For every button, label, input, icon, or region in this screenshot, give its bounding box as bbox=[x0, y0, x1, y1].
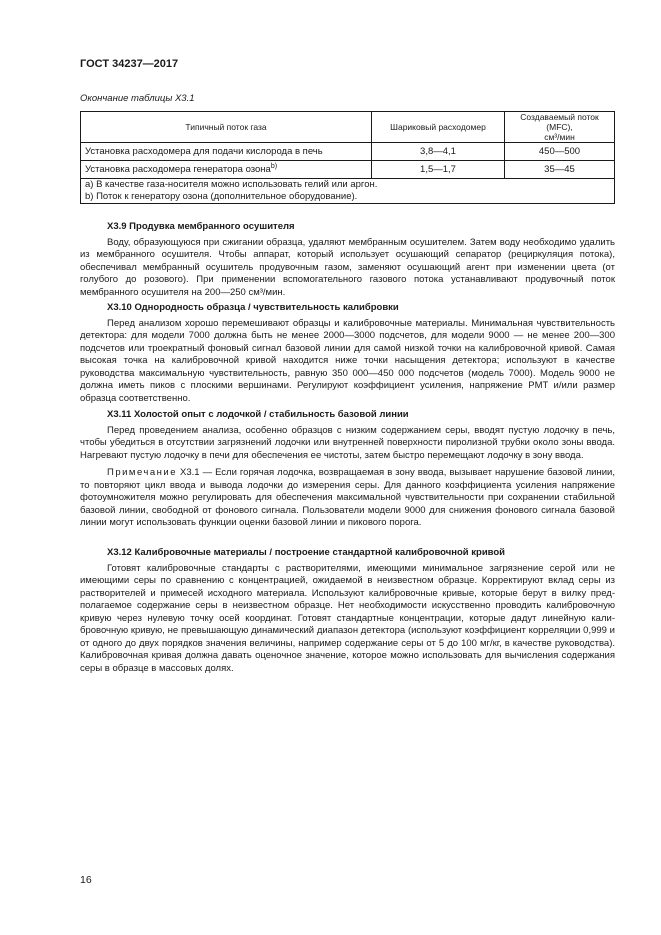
table-note: a) В качестве газа-носителя можно использовать гелий или аргон. bbox=[85, 179, 378, 190]
header-ball-flowmeter: Шариковый расходомер bbox=[372, 112, 505, 143]
table-row bbox=[81, 143, 615, 161]
header-mfc-unit: см³/мин bbox=[544, 132, 575, 142]
header-mfc-flow bbox=[505, 112, 615, 143]
table-cell bbox=[81, 161, 372, 179]
table-note: b) Поток к генератору озона (дополнительное оборудование). bbox=[85, 191, 358, 202]
table-notes-row bbox=[81, 179, 615, 204]
section-x3-10 bbox=[80, 302, 615, 405]
section-paragraph: Перед проведением анализа, особенно образцов с низким содержанием серы, вводят пустую лодочку в печь, чтобы убедиться в отсутствии загрязнений лодочки или внутренней поверхности пиролизной трубки около зоны ввода. Нагревают пустую лодочку в печи для обеспечения ее чистоты, затем быстро перемещают лодочку в зону ввода. bbox=[80, 424, 615, 461]
table-header-row bbox=[81, 112, 615, 143]
row-label: Установка расходомера генератора озона bbox=[85, 164, 271, 176]
section-heading: Х3.9 Продувка мембранного осушителя bbox=[107, 221, 295, 232]
section-heading: Х3.12 Калибровочные материалы / построение стандартной калибровочной кривой bbox=[107, 547, 506, 558]
footnote-mark: b) bbox=[270, 163, 278, 171]
gas-flow-table bbox=[80, 111, 615, 204]
section-x3-12 bbox=[80, 547, 615, 675]
section-heading: Х3.10 Однородность образца / чувствительность калибровки bbox=[107, 302, 399, 313]
section-paragraph: Воду, образующуюся при сжигании образца, удаляют мембранным осушителем. Затем воду необходимо удалить из мембранного осушителя. Чтобы аппарат, который использует осушающий сепаратор (рециркуляция потока), обеспечивал мембранный осушитель продувочным газом, заменяют осушающий агент при изменении цвета (от голубого до розового). При применении вспомогательного газового потока устанавливают продувочный поток мембранного осушителя на 200—250 см³/мин. bbox=[80, 236, 615, 298]
table-cell: Установка расходомера для подачи кислорода в печь bbox=[81, 143, 372, 161]
table-cell: 450—500 bbox=[505, 143, 615, 161]
table-caption: Окончание таблицы Х3.1 bbox=[80, 93, 195, 104]
table-cell: 1,5—1,7 bbox=[372, 161, 505, 179]
page-number: 16 bbox=[80, 874, 92, 886]
note-label: Примечание bbox=[107, 467, 177, 478]
section-paragraph: Готовят калибровочные стандарты с растворителями, имеющими минимальное загрязнение серой или не имеющими серы по сравнению с концентрацией, ожидаемой в неизвестном образце. Корректируют вклад серы из растворителей и примесей исходного материала. Используют калибровочные кривые, которые берут в вилку предполагаемое содержание серы в неизвестном образце. Нет необходимости искусственно проводить калибровочную кривую через нулевую точку осей координат. Готовят стандартные концентрации, которые дадут линейную калибровочную кривую, не превышающую динамический диапазон детектора (используют коэффициент корреляции 0,999 и от одного до двух порядков значения величины, например содержание серы от 5 до 100 мг/кг, в качестве руководства). Калибровочная кривая должна давать оценочное значение, которое можно использовать для вычисления содержания серы в образце в массовых долях. bbox=[80, 562, 615, 674]
section-x3-11 bbox=[80, 409, 615, 530]
table-cell: 35—45 bbox=[505, 161, 615, 179]
table-notes bbox=[81, 179, 615, 204]
table-cell: 3,8—4,1 bbox=[372, 143, 505, 161]
section-x3-9 bbox=[80, 221, 615, 299]
header-mfc-line1: Создаваемый поток (MFC), bbox=[520, 112, 599, 132]
note-text: Х3.1 — Если горячая лодочка, возвращаемая в зону ввода, вызывает нарушение базовой линии, то повторяют цикл ввода и вывода лодочки до измерения серы. Для данного коэффициента усиления напряжение фотоумножителя можно регулировать для обеспечения максимальной чувствительности при сохранении стабильной базовой линии, свободной от фонового сигнала. Пользователи модели 9000 для снижения фонового сигнала базовой линии могут использовать функции оценки базовой линии и пикового порога. bbox=[80, 467, 615, 528]
header-gas-flow: Типичный поток газа bbox=[81, 112, 372, 143]
section-note bbox=[80, 467, 615, 530]
section-heading: Х3.11 Холостой опыт с лодочкой / стабильность базовой линии bbox=[107, 409, 409, 420]
document-code: ГОСТ 34237—2017 bbox=[80, 58, 179, 70]
section-paragraph: Перед анализом хорошо перемешивают образцы и калибровочные материалы. Минимальная чувствительность детектора: для модели 7000 должна быть не менее 2000—3000 подсчетов, для модели 9000 — не менее 200—300 подсчетов или троекратный фоновый сигнал базовой линии для самой низкой точки на калибровочной кривой. Самая высокая точка на калибровочной кривой находится ниже точки насыщения детектора; используют в качестве руководства максимальную чувствительность, равную 350 000—450 000 подсчетов (модель 7000). Модель 9000 не должна иметь пиков с плоскими вершинами. Регулируют коэффициент усиления, напряжение PMT и/или размер образца соответственно. bbox=[80, 317, 615, 404]
table-row bbox=[81, 161, 615, 179]
